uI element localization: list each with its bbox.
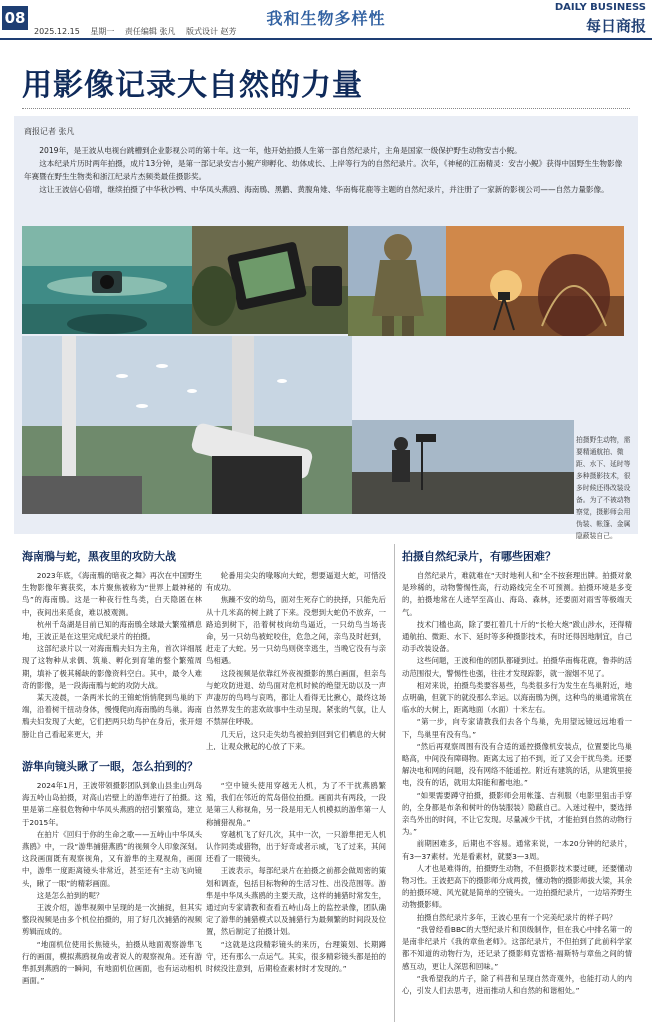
- article-paragraph: 这是怎么拍到的呢？: [36, 890, 104, 900]
- article-paragraph: “第一步，向专家请教我们去各个鸟巢，先用望远镜远远地看一下，鸟巢里有没有鸟。”: [402, 717, 632, 739]
- article-paragraph: 这段视频是依靠红外夜视摄影的黑白画面，但亲鸟与蛇攻防进退、幼鸟面对危机时候的绝望无助以及一声声凄厉的鸟鸣与哀鸣，都让人看得无比揪心，最终这场自然界发生的悲欢故事中生动呈现。紧张的气氛，让人不禁屏住呼吸。: [206, 668, 386, 727]
- article-title-falcon: 游隼向镜头瞅了一眼，怎么拍到的？: [22, 760, 198, 773]
- article-paragraph: 这部纪录片以一对海南鳽夫妇为主角，首次详细展现了这物种从求偶、筑巢、孵化到育雏的整个繁殖周期，填补了极其稀缺的影像资料空白。其中，最令人难奇的影像，是一段海南鳽与蛇的攻防大战。: [22, 644, 202, 690]
- photo-ghillie-suit: [348, 226, 446, 336]
- photo-underwater-camera: [22, 226, 192, 334]
- photo-camera-monitor: [192, 226, 348, 334]
- article-paragraph: 穿越机飞了好几次，其中一次，一只游隼把无人机认作同类或猎物，出于好奇或者示威，飞了过来，其间还看了一眼镜头。: [206, 829, 386, 864]
- article-paragraph: 杭州千岛湖是目前已知的海南鳽全球最大繁殖栖息地，王波正是在这里完成纪录片的拍摄。: [22, 619, 202, 642]
- article-paragraph: “这就是这段精彩镜头的来历，台理策划、长期蹲守，还有那么一点运气。其实，很多精彩镜头都是拍的时候没注意到，后期检查素材时才发现的。”: [206, 939, 386, 974]
- article-column: [206, 780, 386, 1020]
- article-paragraph: 焦躁不安的幼鸟，面对生死存亡的抉择，只能先后从十几米高的树上跳了下来。没想到大蛇仍不放弃，一路追到树下，沿着树枝向幼鸟逼近，一只幼鸟当场丧命，另一只幼鸟被蛇咬住，危急之间，亲鸟及时赶到，赶走了大蛇。另一只幼鸟则侥幸逃生，当晚它没有与亲鸟相遇。: [206, 595, 386, 666]
- article-column: [402, 570, 632, 1022]
- article-title-difficulties: 拍摄自然纪录片，有哪些困难？: [402, 550, 556, 563]
- article-paragraph: 自然纪录片，难就难在“天时地利人和”全不按套理出牌。拍摄对象是珍稀的，动物警惕性高，行动路线完全不可预测。拍摄环境是多变的，拍摄地常在人迹罕至高山、海岛、森林，还要面对雨雪等极端天气。: [402, 571, 632, 617]
- lead-paragraph: 这本纪录片历时两年拍摄，成片13分钟，是第一部记录安吉小鲵产卵孵化、幼体成长、上岸等行为的自然纪录片。次年，《神秘的江南精灵：安吉小鲵》获得中国野生生物影像年赛暨在野生生物类和浙江纪录片杰频类最佳摄影奖。: [24, 159, 623, 181]
- article-title-hainan-heron: 海南鳽与蛇，黑夜里的攻防大战: [22, 550, 176, 563]
- issue-date: 2025.12.15: [34, 27, 80, 36]
- headline-divider: [22, 108, 630, 109]
- article-column: [22, 780, 202, 1020]
- issue-weekday: 星期一: [90, 27, 115, 36]
- article-paragraph: 技术门槛也高，除了要扛着几十斤的“长枪大炮”跋山涉水，还得精通航拍、微距、水下、延时等多种摄影技术，有时还得因地制宜，自己动手改装设备。: [402, 619, 632, 654]
- article-paragraph: 人才也是难得的，拍摄野生动物，不但摄影技术要过硬，还要懂动物习性。王波把高下的摄影师分成两拨，懂动物的摄影师拔大梁，其余的拍摄环境、风光就是简单的空镜头。一边拍摄纪录片，一边培养野生动物摄影师。: [402, 863, 632, 910]
- article-paragraph: 相对来说，拍摄鸟类要容易些，鸟类很多行为发生在鸟巢附近，地点明确，但就下的就没那么幸运。以海南鳽为例，这种鸟的巢通常筑在临水的大树上，距离地面（水面）十米左右。: [402, 680, 632, 715]
- lead-text: [24, 144, 624, 196]
- article-paragraph: “我曾经看BBC的大型纪录片和顶级制作，但在我心中排名第一的是南非纪录片《我的章鱼老师》。这部纪录片，不但拍到了此前科学家都不知道的动物行为，还记录了摄影师克雷格·福斯特与章鱼之间的情感互动，更让人深思和回味。”: [402, 924, 632, 971]
- page-number: 08: [2, 6, 28, 30]
- photo-birds-telephoto: [22, 336, 352, 514]
- lead-paragraph: 2019年，是王波从电视台跳槽到企业影视公司的第十年。这一年，他开始拍摄人生第一部自然纪录片，主角是国家一级保护野生动物安吉小鲵。: [39, 146, 522, 155]
- designer: 版式设计 赵芳: [186, 27, 237, 36]
- masthead-rule: [0, 38, 652, 40]
- article-paragraph: “我希望我的片子，除了科普和呈现自然奇观外，也能打动人的内心，引发人们去思考，进而推动人和自然的和谐相处。”: [402, 973, 632, 995]
- lead-paragraph: 这让王波信心倍增，继续拍摄了中华秋沙鸭、中华凤头燕鸥、海南鳽、黑鹳、黄腹角雉、华南梅花鹿等主题的自然纪录片，并注册了一家新的影视公司——自然力量影像。: [39, 185, 609, 194]
- article-paragraph: 2024年1月，王波带领摄影团队到象山县韭山列岛海五岭山岛拍摄，对高山岩壁上的游隼进行了拍摄。这里是第二座很危物种中华凤头燕鸥的招引繁殖岛，建立于2015年。: [22, 781, 202, 827]
- brand-logo: 每日商报: [585, 17, 646, 35]
- article-paragraph: 几天后，这只走失幼鸟被拍到回到它们栖息的大树上，让观众揪起的心放了下来。: [206, 729, 386, 750]
- masthead: [0, 0, 652, 44]
- article-paragraph: “如果需要蹲守拍摄，摄影师会用帐篷、吉利服（电影里狙击手穿的，全身都是布条和树叶的伪装服装）隐蔽自己。入迷过程中，要选择亲鸟外出的时间，不让它发现。尽量减少干扰，才能拍到自然的动物行为。”: [402, 790, 632, 837]
- article-paragraph: 在拍片《回归于你的生命之歌——五峙山中华凤头燕鸥》中，一段“游隼捕猎燕鸥”的视频令人印象深刻。这段画面既有观察视角，又有游隼的主观视角，画面中，游隼一度距离镜头非常近，甚至还有“主动飞向镜头，瞅了一眼”的精彩画面。: [22, 829, 202, 888]
- article-paragraph: “然后再观察周围有没有合适的遥控摄像机安装点，位置要比鸟巢略高，中间没有障碍物。距离太远了拍不到，近了又会干扰鸟类。还要解决电和网的问题，没有网络不能遥控。附近有建筑的话，从建筑里接电，没有的话，就用太阳能和蓄电池。”: [402, 741, 632, 788]
- article-paragraph: 王波表示，每部纪录片在拍摄之前都会做周密的策划和调查，包括目标物种的生活习性、出没范围等。游隼是中华凤头燕鸥的主要天敌，这样的捕猎时常发生，通过向专家请教和查看五峙山岛上的监控录像，团队确定了游隼的捕猎模式以及捕猎行为最频繁的时间段及位置，然后制定了拍摄计划。: [206, 866, 386, 937]
- article-paragraph: 王波介绍，游隼视频中呈现的是一次捕捉，但其实整段视频是由多个机位拍摄的，用了好几次捕猎的视频剪辑而成的。: [22, 903, 202, 937]
- headline: 用影像记录大自然的力量: [22, 68, 363, 103]
- photo-caption: 拍摄野生动物，需要精通航拍、微距、水下、延时等多种摄影技术，很多时候还得改装设备。为了不被动物察觉，摄影师会用伪装、帐篷、金属隐蔽装自己。: [576, 436, 631, 540]
- photo-mudflat-photographer: [352, 420, 574, 514]
- photo-tripod-sunset: [446, 226, 624, 336]
- article-paragraph: 这些问题，王波和他的团队都碰到过。拍摄华南梅花鹿，鲁莽的活动范围很大，警惕性也强，往往才发现踪影，就一溜烟不见了。: [402, 656, 632, 678]
- column-divider: [394, 544, 395, 1022]
- article-paragraph: 2023年底，《海南鳽的暗夜之舞》再次在中国野生生物影像年赛获奖，本片聚焦被称为“世界上最神秘的鸟”的海南鳽。这是一种夜行性鸟类，白天隐匿在林中，夜间出来觅食，难以被观测。: [22, 571, 202, 617]
- section-title: 我和生物多样性: [266, 9, 386, 28]
- article-paragraph: “空中镜头使用穿越无人机，为了不干扰燕鸥繁殖，我们在邻近的荒岛借位拍摄。画面共有两段，一段是第三人称视角，另一段是用无人机模拟的游隼第一人称捕猎视角。”: [206, 781, 386, 827]
- article-column: [22, 570, 202, 750]
- article-column: [206, 570, 386, 750]
- article-paragraph: 轮番用尖尖的喙啄向大蛇，想要逼退大蛇，可惜没有成功。: [206, 571, 386, 593]
- editor: 责任编辑 张凡: [124, 27, 176, 36]
- brand-english: DAILY BUSINESS: [554, 2, 646, 13]
- byline: 商报记者 张凡: [24, 127, 75, 136]
- issue-meta: [34, 26, 245, 37]
- article-paragraph: “地面机位使用长焦镜头，拍摄从地面观察游隼飞行的画面，模拟燕鸥视角或者说人的观察视角。还有游隼抓到燕鸥的一瞬间，有地面机位画面，也有运动相机画面。”: [22, 939, 202, 986]
- article-paragraph: 拍摄自然纪录片多年，王波心里有一个完美纪录片的样子吗？: [416, 912, 617, 922]
- article-paragraph: 某天凌晨，一条两米长的王锦蛇悄悄爬到鸟巢的下端，沿着树干扭动身体，慢慢爬向海南鳽的鸟巢。海南鳽夫妇发现了大蛇，它们把两只幼鸟护在身后，张开翅膀让自己看起来更大，并: [22, 693, 202, 739]
- article-paragraph: 前期困难多，后期也不容易。通常来说，一本20分钟的纪录片，有3—37素材。光是看素材，就要3—3周。: [402, 839, 632, 861]
